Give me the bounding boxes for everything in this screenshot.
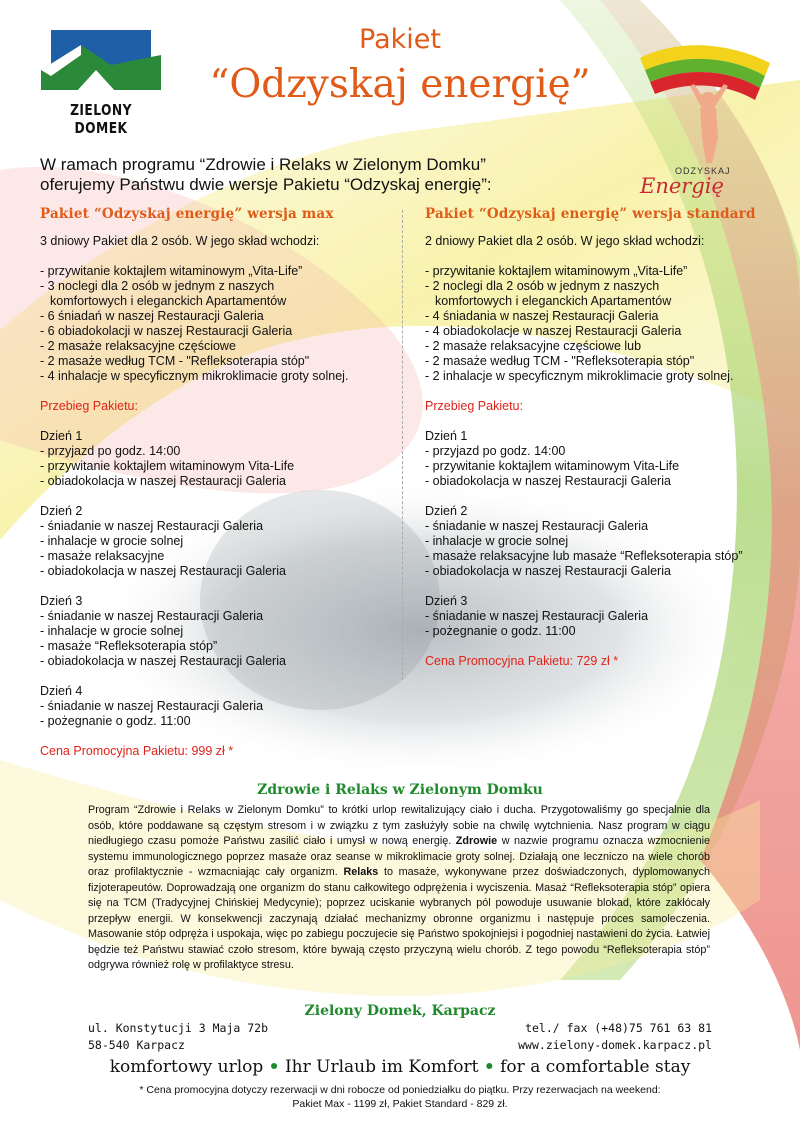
package-standard-column: [425, 207, 785, 669]
about-text: Program “Zdrowie i Relaks w Zielonym Domku” to krótki urlop rewitalizujący ciało i ducha. Przygotowaliśmy go specjalnie dla osób, które poddawane są częstym stresom i w związku z tym zasłużyły sobie na chwilę wytchnienia. Nasz program w ciągu niedługiego czasu pomoże Państwu zasilić ciało i umysł w nową energię. Zdrowie w nazwie programu oznacza wzmocnienie systemu immunologicznego poprzez masaże oraz seanse w mikroklimacie groty solnej. Działają one leczniczo na wiele chorób oraz profilaktycznie - wzmacniając cały organizm. Relaks to masaże, wykonywane przez doświadczonych, dyplomowanych fizjoterapeutów. Doprowadzają one organizm do stanu całkowitego odprężenia i wyciszenia. Masaż “Refleksoterapia stóp” opiera się na TCM (Tradycyjnej Chińskiej Medycynie); poprzez uciskanie wybranych pól powoduje usuwanie blokad, które zakłócały przepływ energii. W konsekwencji zaczynają działać mechanizmy obronne organizmu i następuje proces samoleczenia. Masowanie stóp odpręża i uspokaja, więc po zabiegu poczujecie się Państwo spokojniejsi i pogodniej nastawieni do życia. Łatwiej będzie też Państwu stawiać czoło stresom, które bywają często przyczyną wielu chorób. Z tego powodu “Refleksoterapia stóp” odgrywa również rolę w profilaktyce stresu.: [88, 804, 710, 971]
list-item: - obiadokolacja w naszej Restauracji Galeria: [425, 474, 671, 488]
day-title: Dzień 1: [425, 429, 468, 443]
price-max: Cena Promocyjna Pakietu: 999 zł *: [40, 744, 234, 758]
list-item: - 2 masaże według TCM - "Refleksoterapia stóp": [40, 354, 310, 368]
list-item: - masaże “Refleksoterapia stóp”: [40, 639, 218, 653]
list-item: komfortowych i eleganckich Apartamentów: [435, 294, 672, 308]
phone: tel./ fax (+48)75 761 63 81: [525, 1021, 712, 1035]
intro-text: [40, 155, 600, 195]
odzyskaj-energie-brand: [630, 38, 780, 198]
column-divider: [402, 210, 403, 680]
package-max-column: [40, 207, 400, 759]
list-item: - śniadanie w naszej Restauracji Galeria: [40, 699, 264, 713]
list-item: - przywitanie koktajlem witaminowym Vita-Life: [425, 459, 680, 473]
footnote-line-2: Pakiet Max - 1199 zł, Pakiet Standard - 829 zł.: [292, 1098, 508, 1110]
address-line-1: ul. Konstytucji 3 Maja 72b: [88, 1021, 269, 1035]
list-item: - 4 obiadokolacje w naszej Restauracji Galeria: [425, 324, 682, 338]
separator-dot: •: [268, 1057, 280, 1077]
list-item: - śniadanie w naszej Restauracji Galeria: [425, 609, 649, 623]
list-item: - 6 obiadokolacji w naszej Restauracji Galeria: [40, 324, 293, 338]
company-name: Zielony Domek, Karpacz: [304, 1003, 496, 1019]
day-title: Dzień 2: [40, 504, 83, 518]
list-item: - 6 śniadań w naszej Restauracji Galeria: [40, 309, 264, 323]
list-item: - obiadokolacja w naszej Restauracji Galeria: [40, 474, 286, 488]
list-item: - 4 inhalacje w specyficznym mikroklimacie groty solnej.: [40, 369, 349, 383]
intro-line-1: W ramach programu “Zdrowie i Relaks w Zielonym Domku”: [40, 155, 486, 174]
intro-line-2: oferujemy Państwu dwie wersje Pakietu “Odzyskaj energię”:: [40, 175, 492, 194]
list-item: - przywitanie koktajlem witaminowym „Vita-Life”: [40, 264, 303, 278]
list-item: - śniadanie w naszej Restauracji Galeria: [40, 609, 264, 623]
bold-relaks: Relaks: [343, 866, 379, 878]
tagline-en: for a comfortable stay: [500, 1057, 691, 1077]
list-item: - inhalacje w grocie solnej: [40, 534, 184, 548]
price-standard: Cena Promocyjna Pakietu: 729 zł *: [425, 654, 619, 668]
list-item: - śniadanie w naszej Restauracji Galeria: [40, 519, 264, 533]
package-standard-intro: 2 dniowy Pakiet dla 2 osób. W jego skład wchodzi:: [425, 234, 705, 248]
list-item: - inhalacje w grocie solnej: [40, 624, 184, 638]
day-title: Dzień 1: [40, 429, 83, 443]
list-item: - przyjazd po godz. 14:00: [40, 444, 181, 458]
day-title: Dzień 3: [40, 594, 83, 608]
package-max-intro: 3 dniowy Pakiet dla 2 osób. W jego skład wchodzi:: [40, 234, 320, 248]
title-pakiet: Pakiet: [359, 24, 441, 55]
list-item: - 2 noclegi dla 2 osób w jednym z naszych: [425, 279, 660, 293]
day-title: Dzień 2: [425, 504, 468, 518]
list-item: - 2 masaże relaksacyjne częściowe: [40, 339, 236, 353]
day-title: Dzień 3: [425, 594, 468, 608]
list-item: - 4 śniadania w naszej Restauracji Galeria: [425, 309, 659, 323]
footnote: [0, 1083, 800, 1111]
tagline-de: Ihr Urlaub im Komfort: [284, 1057, 479, 1077]
logo-text: ZIELONY DOMEK: [70, 101, 132, 137]
address-line-2: 58-540 Karpacz: [88, 1038, 185, 1052]
about-heading: Zdrowie i Relaks w Zielonym Domku: [257, 782, 543, 798]
taglines: [0, 1057, 800, 1077]
package-standard-heading: Pakiet “Odzyskaj energię” wersja standard: [425, 206, 756, 222]
day-title: Dzień 4: [40, 684, 83, 698]
package-max-heading: Pakiet “Odzyskaj energię” wersja max: [40, 206, 334, 222]
list-item: - masaże relaksacyjne lub masaże “Refleksoterapia stóp”: [425, 549, 743, 563]
list-item: - przywitanie koktajlem witaminowym Vita-Life: [40, 459, 295, 473]
list-item: - śniadanie w naszej Restauracji Galeria: [425, 519, 649, 533]
list-item: - 3 noclegi dla 2 osób w jednym z naszych: [40, 279, 275, 293]
przebieg-heading: Przebieg Pakietu:: [40, 399, 138, 413]
list-item: komfortowych i eleganckich Apartamentów: [50, 294, 287, 308]
list-item: - masaże relaksacyjne: [40, 549, 165, 563]
list-item: - 2 inhalacje w specyficznym mikroklimacie groty solnej.: [425, 369, 734, 383]
contact-info: [510, 1020, 712, 1054]
title-odzyskaj-energie: “Odzyskaj energię”: [209, 62, 591, 107]
list-item: - obiadokolacja w naszej Restauracji Galeria: [40, 564, 286, 578]
website-link[interactable]: www.zielony-domek.karpacz.pl: [518, 1038, 712, 1052]
list-item: - obiadokolacja w naszej Restauracji Galeria: [425, 564, 671, 578]
przebieg-heading: Przebieg Pakietu:: [425, 399, 523, 413]
list-item: - pożegnanie o godz. 11:00: [40, 714, 191, 728]
flag-figure-icon: [630, 38, 780, 168]
brand-script: Energię: [640, 174, 724, 198]
separator-dot: •: [483, 1057, 495, 1077]
list-item: - obiadokolacja w naszej Restauracji Galeria: [40, 654, 286, 668]
list-item: - 2 masaże relaksacyjne częściowe lub: [425, 339, 642, 353]
address: [88, 1020, 268, 1054]
list-item: - pożegnanie o godz. 11:00: [425, 624, 576, 638]
brand-name: ODZYSKAJ: [675, 166, 731, 176]
tagline-pl: komfortowy urlop: [109, 1057, 264, 1077]
bold-zdrowie: Zdrowie: [455, 835, 498, 847]
list-item: - przywitanie koktajlem witaminowym „Vita-Life”: [425, 264, 688, 278]
list-item: - inhalacje w grocie solnej: [425, 534, 569, 548]
footnote-line-1: * Cena promocyjna dotyczy rezerwacji w dni robocze od poniedziałku do piątku. Przy rezerwacjach na weekend:: [139, 1084, 661, 1096]
list-item: - 2 masaże według TCM - "Refleksoterapia stóp": [425, 354, 695, 368]
list-item: - przyjazd po godz. 14:00: [425, 444, 566, 458]
